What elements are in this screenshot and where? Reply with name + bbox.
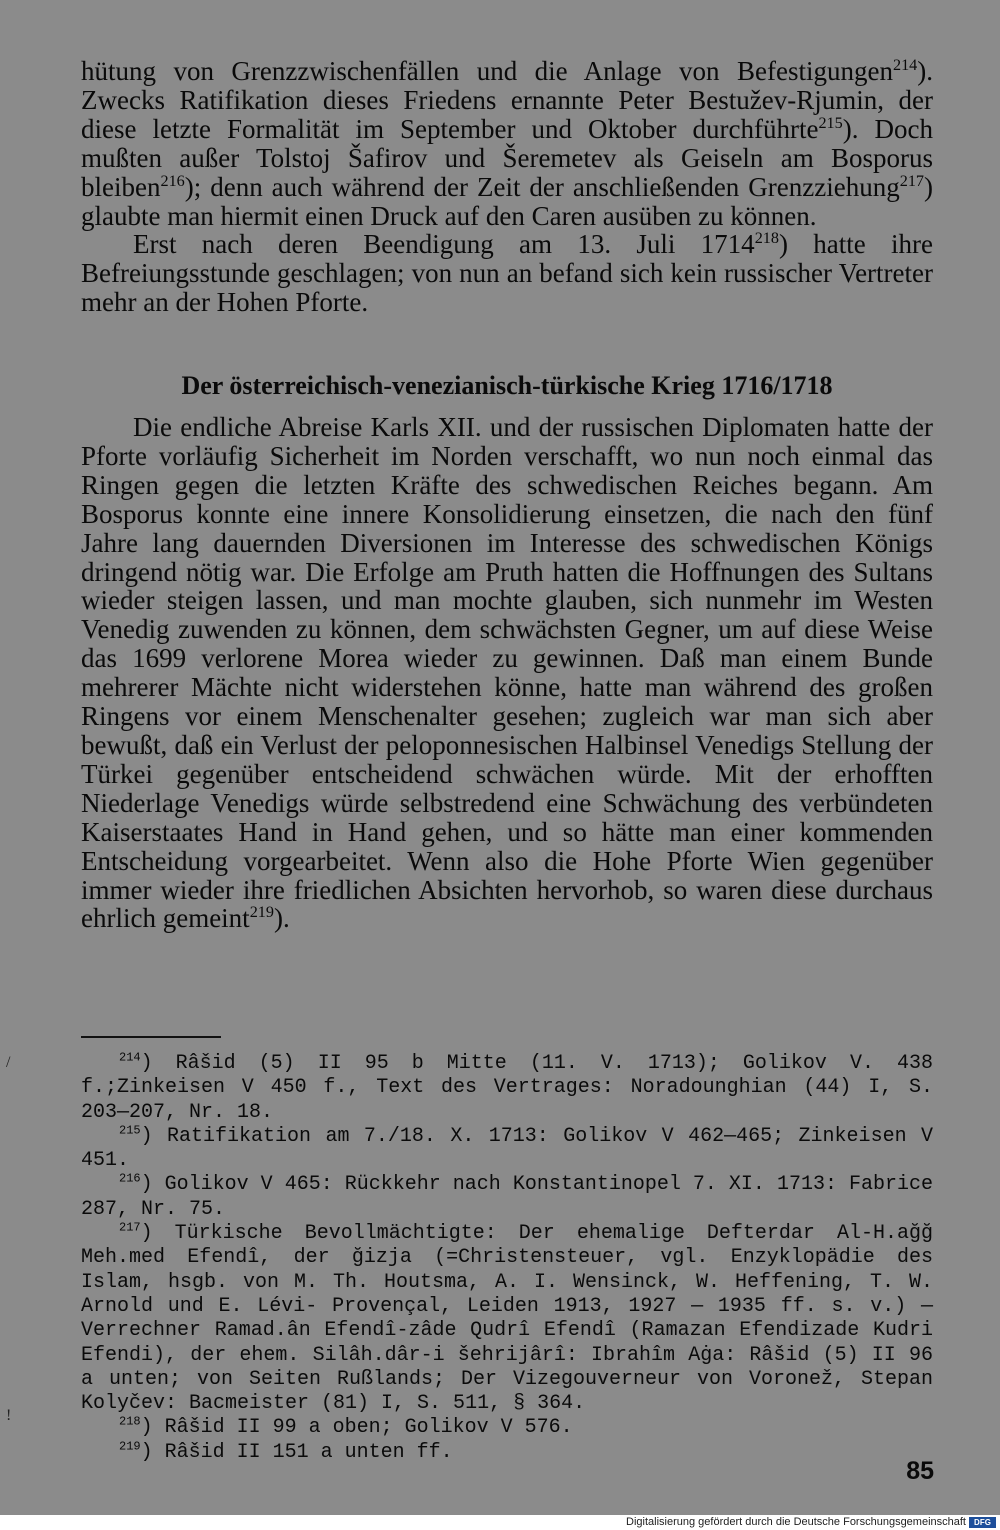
footnote-number: 214 bbox=[119, 1050, 141, 1065]
footnote-number: 219 bbox=[119, 1439, 141, 1454]
text-run: hütung von Grenzzwischenfällen und die Anlage von Befestigungen bbox=[81, 56, 893, 86]
dfg-logo-icon: DFG bbox=[969, 1517, 996, 1528]
paragraph bbox=[81, 57, 933, 230]
footnote-text: ) Golikov V 465: Rückkehr nach Konstantinopel 7. XI. 1713: Fabrice 287, Nr. 75. bbox=[81, 1173, 933, 1221]
footnote bbox=[81, 1416, 933, 1440]
footnote-text: ) Râšid II 151 a unten ff. bbox=[140, 1440, 453, 1464]
digitization-footer bbox=[0, 1515, 1000, 1530]
footnote-ref: 217 bbox=[899, 171, 924, 190]
paragraph bbox=[81, 230, 933, 317]
footnote-ref: 219 bbox=[249, 903, 274, 922]
footnote bbox=[81, 1052, 933, 1125]
footnote bbox=[81, 1222, 933, 1416]
footnote-ref: 214 bbox=[892, 56, 918, 74]
footnote bbox=[81, 1441, 933, 1465]
footnote-text: ) Ratifikation am 7./18. X. 1713: Golikov V 462—465; Zinkeisen V 451. bbox=[81, 1124, 933, 1173]
text-run: Die endliche Abreise Karls XII. und der russischen Diplomaten hatte der Pforte vorläufig Sicherheit im Norden verschafft, wo nun noch einmal das Ringen gegen die letzten Kräfte des schwedischen Reiches begann. Am Bosporus konnte eine innere Konsolidierung einsetzen, die nach den fünf Jahre lang dauernden Diversionen im Interesse des schwedischen Königs dringend nötig war. Die Erfolge am Pruth hatten die Hoffnungen des Sultans wieder steigen lassen, und man mochte glauben, sich nunmehr im Westen Venedig zuwenden zu können, dem schwächsten Gegner, um auf diese Weise das 1699 verlorene Morea wieder zu gewinnen. Daß man einem Bunde mehrerer Mächte nicht widerstehen könne, hatte man während des großen Ringens vor einem Menschenalter gesehen; zugleich war man sich aber bewußt, daß ein Verlust der peloponnesischen Halbinsel Venedigs Stellung der Türkei gegenüber entscheidend schwächen würde. Mit der erhofften Niederlage Venedigs würde selbstredend eine Schwächung des verbündeten Kaiserstaates Hand in Hand gehen, und so hätte man einer kommenden Entscheidung vorgearbeitet. Wenn also die Hohe Pforte Wien gegenüber immer wieder ihre friedlichen Absichten hervorhob, so waren diese durchaus ehrlich gemeint bbox=[81, 412, 933, 934]
footnote-text: ) Râšid II 99 a oben; Golikov V 576. bbox=[140, 1416, 573, 1440]
body-text-section bbox=[81, 413, 933, 933]
footer-credit: Digitalisierung gefördert durch die Deutsche Forschungsgemeinschaft bbox=[626, 1516, 966, 1528]
margin-mark: ! bbox=[6, 1407, 12, 1424]
text-run: ); denn auch während der Zeit der anschließenden Grenzziehung bbox=[184, 171, 900, 202]
footnote-ref: 215 bbox=[818, 113, 843, 132]
text-run: ). Doch mußten außer Tolstoj Šafirov und Šeremetev als Geiseln am Bosporus bleiben bbox=[81, 113, 933, 202]
footnote-text: ) Râšid (5) II 95 b Mitte (11. V. 1713); Golikov V. 438 f.;Zinkeisen V 450 f., Text des Vertrages: Noradounghian (44) I, S. 203—207, Nr. 18. bbox=[81, 1052, 933, 1124]
footnote-number: 218 bbox=[119, 1414, 141, 1429]
text-run: Erst nach deren Beendigung am 13. Juli 1714 bbox=[133, 229, 755, 260]
footnote-number: 215 bbox=[119, 1123, 141, 1138]
footnote-divider bbox=[81, 1036, 221, 1038]
footnote-text: ) Türkische Bevollmächtigte: Der ehemalige Defterdar Al-H.ağğ Meh.med Efendî, der ğizja (=Christensteuer, vgl. Enzyklopädie des Islam, hsgb. von M. Th. Houtsma, A. I. Wensinck, W. Heffening, T. W. Arnold und E. Lévi- Provençal, Leiden 1913, 1927 — 1935 ff. s. v.) — Verrechner Ramad.ân Efendî-zâde Qudrî Efendî (Ramazan Efendizade Kudri Efendi), der ehem. Silâh.dâr-i šehrijârî: Ibrahîm Aġa: Râšid (5) II 96 a unten; von Seiten Rußlands; Der Vizegouverneur von Voronež, Stepan Kolyčev: Bacmeister (81) I, S. 511, § 364. bbox=[81, 1222, 933, 1416]
footnote bbox=[81, 1125, 933, 1174]
footnote-number: 217 bbox=[119, 1220, 141, 1235]
footnote bbox=[81, 1173, 933, 1222]
margin-mark: / bbox=[6, 1054, 11, 1071]
footnote-ref: 218 bbox=[754, 229, 779, 248]
footnote-ref: 216 bbox=[160, 171, 185, 190]
footnote-number: 216 bbox=[119, 1171, 141, 1186]
page-number: 85 bbox=[906, 1457, 934, 1485]
text-run: ). Zwecks Ratifikation dieses Friedens ernannte Peter Bestužev-Rjumin, der diese letzte Formalität im September und Oktober durchführte bbox=[81, 56, 933, 144]
footnotes bbox=[81, 1052, 933, 1465]
text-run: ). bbox=[273, 903, 290, 934]
paragraph bbox=[81, 413, 933, 933]
section-heading: Der österreichisch-venezianisch-türkische Krieg 1716/1718 bbox=[181, 371, 833, 400]
text-run: ) hatte ihre Befreiungsstunde geschlagen; von nun an befand sich kein russischer Vertreter mehr an der Hohen Pforte. bbox=[81, 229, 933, 318]
body-text-top bbox=[81, 57, 933, 317]
text-run: ) glaubte man hiermit einen Druck auf den Caren ausüben zu können. bbox=[81, 171, 933, 231]
